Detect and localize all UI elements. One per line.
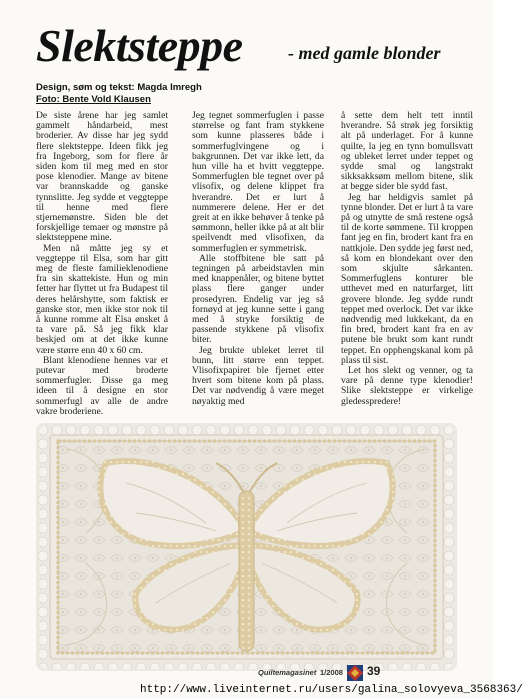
quilt-block-icon [347,665,363,681]
page-title: Slektsteppe [36,20,243,71]
page-subtitle: - med gamle blonder [288,43,441,63]
issue-number: 1/2008 [320,668,343,677]
text-column-2 [192,111,324,411]
paragraph: å sette dem helt tett inntil hverandre. Så strøk jeg forsiktig alt på underlaget. For å kunne quilte, la jeg en tynn bomullsvatt og ubleket lerret under teppet og sydde smal og langstrakt sikksakksøm mellom bitene, slik at begge sider ble sydd fast. [341,110,473,193]
paragraph: Men nå måtte jeg sy et veggteppe til Elsa, som har gitt meg de fleste familieklenodiene fra sin skattekiste. Hun og min fetter har flyttet ut fra Budapest til deres helårshytte, som faktisk er ganske stor, men ikke stor nok til å kunne romme alt Elsa ønsket å ta vare på. Så jeg fikk klar beskjed om at det ikke kunne være større enn 40 x 60 cm. [36,242,168,356]
paragraph: Jeg tegnet sommerfuglen i passe størrelse og fant fram stykkene som kunne plasseres både i sommerfuglvingene og i bakgrunnen. Det var ikke lett, da hun ville ha et hvitt veggteppe. Sommerfuglen ble tegnet over på vlisofix, og delene klippet fra hverandre. Det er lurt å nummerere delene. Her er det greit at en ikke behøver å tenke på sømmonn, heller ikke på at alt blir speilvendt med vlisofixen, da sommerfuglen er symmetrisk. [192,110,324,254]
credits [36,82,336,106]
credit-design: Design, søm og tekst: Magda Imregh [36,82,202,93]
source-url[interactable]: http://www.liveinternet.ru/users/galina_solovyeva_3568363/ [140,684,523,696]
page-number: 39 [367,664,381,678]
paragraph: Alle stoffbitene ble satt på tegningen på arbeidstavlen min med knappenåler, og bitene byttet plass flere ganger under prosedyren. Endelig var jeg så fornøyd at jeg kunne sette i gang med å stryke forsiktig de passende stykkene på vlisofix biter. [192,252,324,346]
credit-photo: Foto: Bente Vold Klausen [36,94,151,105]
paragraph: De siste årene har jeg samlet gammelt håndarbeid, mest broderier. Av disse har jeg sydd flere slektsteppe. Ideen fikk jeg fra Ingeborg, som for flere år siden kom til meg med en stor pose klenodier. Mange av bitene var brannskadde og ganske tynnslitte. Jeg sydde et veggteppe til henne med flere stjernemønstre. Siden ble det forskjellige temaer og mønstre på slektsteppene mine. [36,110,168,244]
paragraph: Jeg har heldigvis samlet på tynne blonder. Det er lurt å ta vare på og utnytte de små restene også til de korte sømmene. Til kroppen fant jeg en fin, brodert kant fra en nattkjole. Den sydde jeg først ned, så kom en blondekant over den som skjulte sårkanten. Sommerfuglens konturer ble utthevet med en naturfarget, litt grovere blonde. Jeg sydde rundt teppet med overlock. Det var ikke nødvendig med lukkekant, da en fin bred, brodert kant fra en av putene ble brukt som kant rundt teppet. En opphengskanal kom på plass til sist. [341,191,473,366]
article-title [36,18,476,76]
magazine-name: Quiltemagasinet [258,668,317,677]
paragraph: Jeg brukte ubleket lerret til bunn, litt større enn teppet. Vlisofixpapiret ble fjernet etter hvert som bitene kom på plass. Det var nødvendig å være meget nøyaktig med [192,344,324,407]
butterfly-quilt-image [36,423,457,671]
text-column-1 [36,110,168,417]
text-column-3 [341,111,473,411]
paragraph: Blant klenodiene hennes var et putevar med broderte sommerfugler. Disse ga meg ideen til å designe en stor sommerfugl av alle de andre vakre broderiene. [36,354,168,417]
butterfly-body [239,491,254,651]
paragraph: Let hos slekt og venner, og ta vare på denne type klenodier! Slike slektsteppe er virkelige gledesspredere! [341,365,473,407]
quilt-photo [36,423,457,671]
